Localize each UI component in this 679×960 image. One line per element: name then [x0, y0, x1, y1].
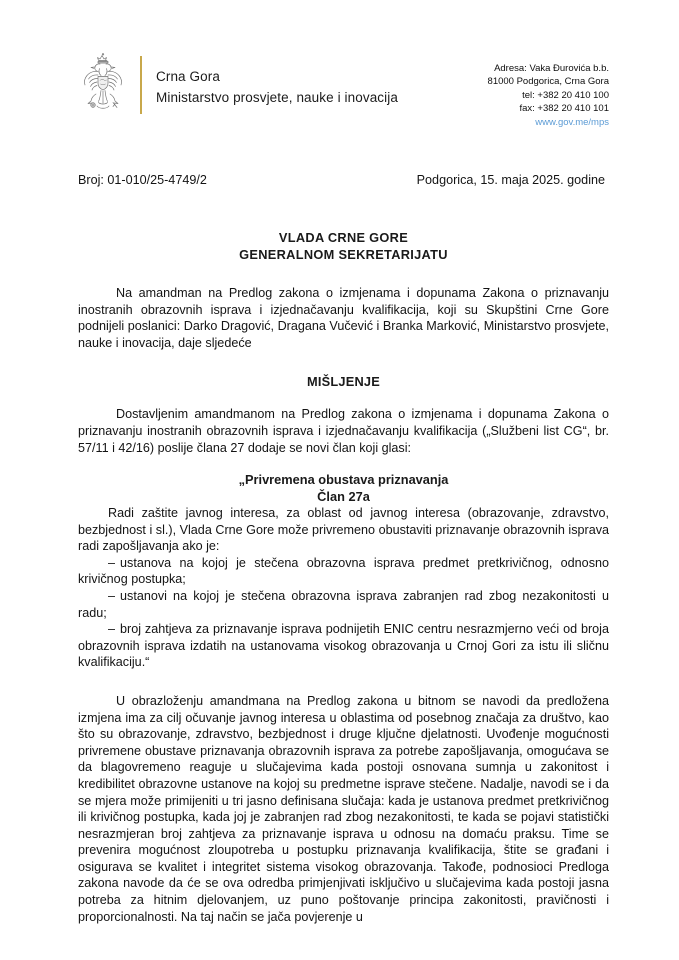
article-item-2: [78, 588, 609, 621]
contact-fax: fax: +382 20 410 101: [519, 103, 609, 115]
contact-address: Adresa: Vaka Đurovića b.b.: [494, 63, 609, 74]
explanation-paragraph: U obrazloženju amandmana na Predlog zakona u bitnom se navodi da predložena izmjena ima za cilj očuvanje javnog interesa u oblastima od posebnog značaja za društvo, kao što su obrazovanje, zdravstvo, bezbjednost i druge ključne djelatnosti. Uvođenje mogućnosti privremene obustave priznavanja obrazovnih isprava za potrebe zapošljavanja, omogućava se da blagovremeno reaguje u slučajevima kada postoji osnovana sumnja u zakonitost i kredibilitet obrazovne ustanove na kojoj su predmetne isprave stečene. Nadalje, navodi se i da se mjera može primijeniti u tri jasno definisana slučaja: kada je ustanova predmet pretkrivičnog ili krivičnog postupka, kada joj je zabranjen rad zbog nezakonitosti, te kada se pojavi statistički nesrazmjeran broj zahtjeva za priznavanje isprava u odnosu na domaću praksu. Time se prevenira mogućnost zloupotreba u postupku priznavanja kvalifikacija, štite se građani i osigurava se kvalitet i integritet sistema visokog obrazovanja. Takođe, podnosioci Predloga zakona navode da će se ova odredba primjenjivati isključivo u slučajevima kada postoji jasna potreba za hitnim djelovanjem, uz puno poštovanje principa zakonitosti, pravičnosti i proporcionalnosti. Na taj način se jača povjerenje u: [78, 693, 609, 924]
article-lead-paragraph: Radi zaštite javnog interesa, za oblast od javnog interesa (obrazovanje, zdravstvo, bezbjednost i sl.), Vlada Crne Gore može privremeno obustaviti priznavanje obrazovnih isprava radi zapošljavanja ako je:: [78, 506, 609, 554]
opinion-paragraph: Dostavljenim amandmanom na Predlog zakona o izmjenama i dopunama Zakona o priznavanju inostranih obrazovnih isprava i izjednačavanju kvalifikacija („Službeni list CG“, br. 57/11 i 42/16) poslije člana 27 dodaje se novi član koji glasi:: [78, 407, 609, 455]
country-name: Crna Gora: [156, 68, 220, 84]
letterhead: [78, 0, 609, 129]
article-item-1: [78, 555, 609, 588]
article-item-3: [78, 621, 609, 671]
document-number: Broj: 01-010/25-4749/2: [78, 173, 207, 188]
addressee-block: [78, 229, 609, 263]
ministry-name-block: [156, 52, 398, 118]
addressee-line-2: GENERALNOM SEKRETARIJATU: [239, 247, 448, 263]
contact-website-link[interactable]: www.gov.me/mps: [535, 116, 609, 128]
addressee-line-1: VLADA CRNE GORE: [278, 230, 409, 246]
ministry-name: Ministarstvo prosvjete, nauke i inovacija: [156, 89, 398, 105]
article-item-1-text: ustanova na kojoj je stečena obrazovna isprava predmet pretkrivičnog, odnosno krivičnog postupka;: [78, 555, 609, 587]
dash-marker: –: [108, 555, 116, 570]
reference-line: [78, 173, 609, 187]
article-title: „Privremena obustava priznavanja: [238, 472, 449, 488]
ministry-branding: [78, 52, 398, 118]
contact-block: [488, 52, 609, 129]
place-and-date: Podgorica, 15. maja 2025. godine: [416, 173, 605, 188]
brand-divider: [140, 56, 142, 114]
article-item-3-text: broj zahtjeva za priznavanje isprava podnijetih ENIC centru nesrazmjerno veći od broja obrazovnih isprava izdatih na ustanovama visokog obrazovanja u Crnoj Gori za istu ili sličnu kvalifikaciju.“: [78, 622, 609, 670]
article-item-2-text: ustanovi na kojoj je stečena obrazovna isprava zabranjen rad zbog nezakonitosti u radu;: [78, 588, 609, 620]
opinion-heading: MIŠLJENJE: [307, 374, 380, 390]
dash-marker: –: [108, 588, 116, 603]
dash-marker: –: [108, 622, 116, 637]
contact-telephone: tel: +382 20 410 100: [522, 89, 609, 101]
article-number: Član 27a: [317, 488, 370, 504]
contact-city: 81000 Podgorica, Crna Gora: [487, 76, 609, 88]
montenegro-coat-of-arms-icon: [78, 52, 128, 118]
intro-paragraph: Na amandman na Predlog zakona o izmjenama i dopunama Zakona o priznavanju inostranih obrazovnih isprava i izjednačavanju kvalifikacija, koji su Skupštini Crne Gore podnijeli poslanici: Darko Dragović, Dragana Vučević i Branka Marković, Ministarstvo prosvjete, nauke i inovacija, daje sljedeće: [78, 286, 609, 350]
